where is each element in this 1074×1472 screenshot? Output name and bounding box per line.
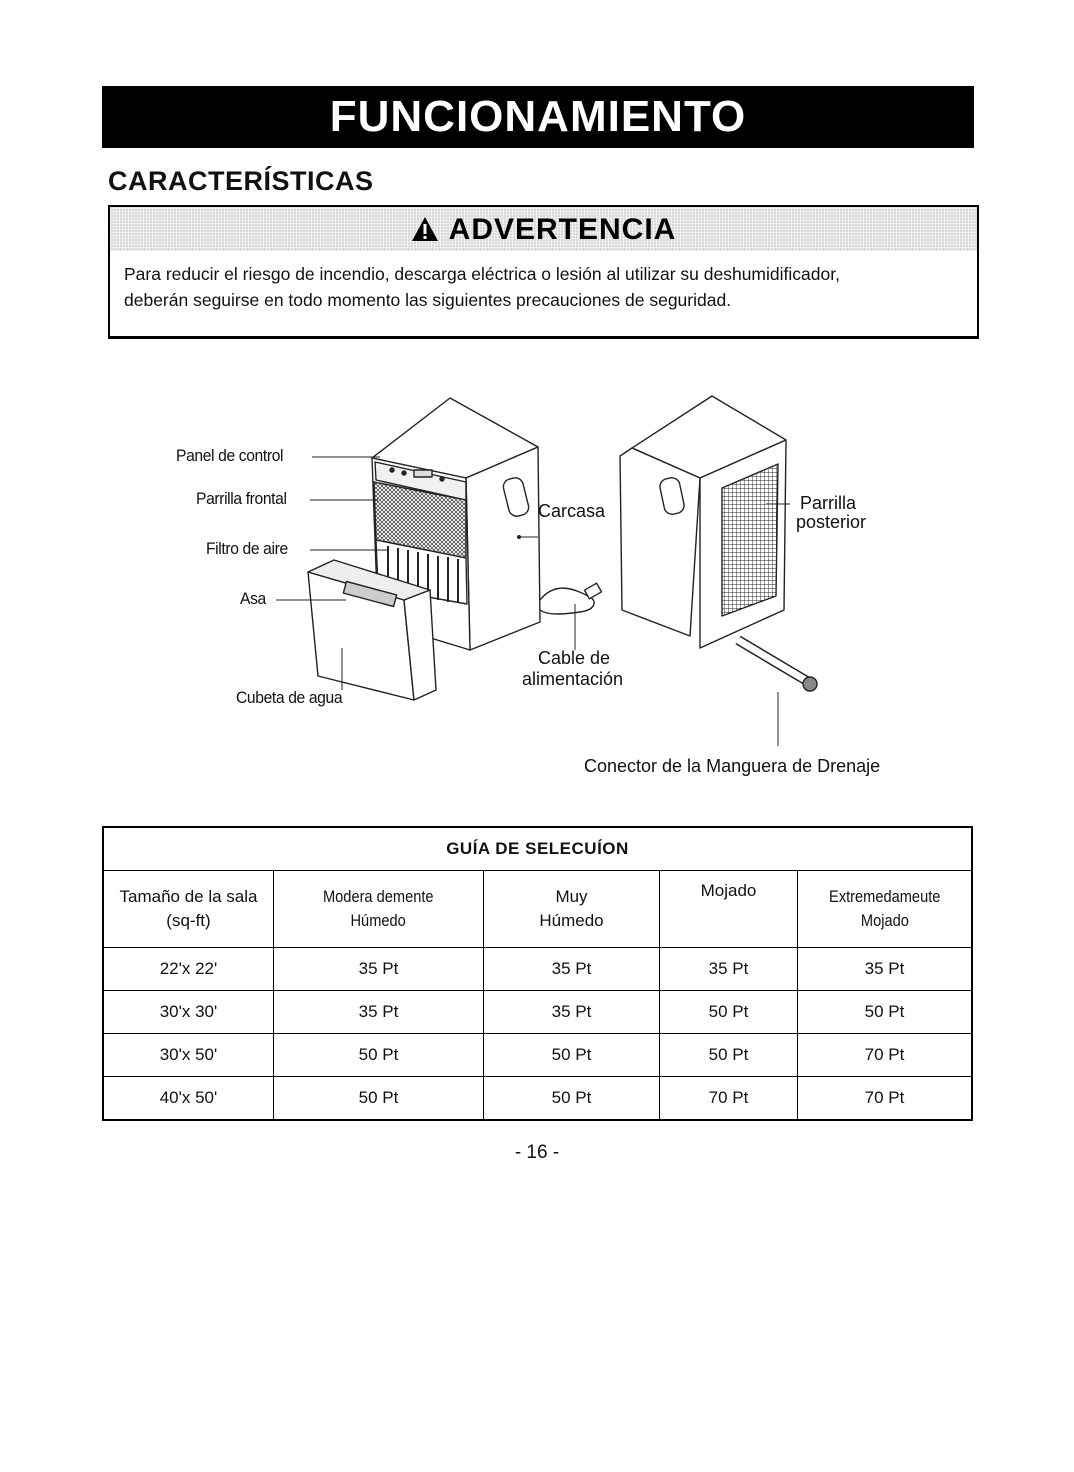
table-title: GUÍA DE SELECUÍON <box>103 827 972 871</box>
label-parrilla-frontal: Parrilla frontal <box>196 489 287 508</box>
header-line: (sq-ft) <box>166 911 211 930</box>
cell-value: 70 Pt <box>798 1034 973 1077</box>
header-room-size <box>103 871 274 948</box>
header-line: Extremedameute <box>828 887 941 906</box>
cell-value: 50 Pt <box>660 1034 798 1077</box>
header-line: Muy <box>555 887 588 906</box>
cell-value: 50 Pt <box>484 1077 660 1121</box>
selection-guide-table <box>102 826 973 1121</box>
label-parrilla-posterior-line1: Parrilla <box>800 493 857 513</box>
table-row <box>103 991 972 1034</box>
label-filtro-de-aire: Filtro de aire <box>206 539 288 558</box>
cell-value: 50 Pt <box>660 991 798 1034</box>
cell-room-size: 22'x 22' <box>103 948 274 991</box>
warning-text-line: deberán seguirse en todo momento las siguientes precauciones de seguridad. <box>124 290 732 310</box>
label-asa: Asa <box>240 589 266 608</box>
table-row <box>103 948 972 991</box>
cell-value: 35 Pt <box>484 991 660 1034</box>
cell-room-size: 30'x 50' <box>103 1034 274 1077</box>
cell-room-size: 40'x 50' <box>103 1077 274 1121</box>
warning-title: ADVERTENCIA <box>448 213 677 246</box>
warning-text-line: Para reducir el riesgo de incendio, descarga eléctrica o lesión al utilizar su deshumidificador, <box>124 264 840 284</box>
cell-value: 35 Pt <box>660 948 798 991</box>
header-line: Mojado <box>860 911 909 930</box>
cell-value: 50 Pt <box>484 1034 660 1077</box>
cell-room-size: 30'x 30' <box>103 991 274 1034</box>
header-very-humid <box>484 871 660 948</box>
cell-value: 50 Pt <box>274 1077 484 1121</box>
cell-value: 35 Pt <box>484 948 660 991</box>
header-line: Modera demente <box>323 887 434 906</box>
header-extremely-wet <box>798 871 973 948</box>
table-row <box>103 1077 972 1121</box>
header-line: Húmedo <box>539 911 604 930</box>
label-parrilla-posterior-line2: posterior <box>796 512 867 532</box>
page-banner: FUNCIONAMIENTO <box>102 86 974 148</box>
rear-unit <box>620 396 817 691</box>
label-cable-line1: Cable de <box>538 648 611 668</box>
cell-value: 35 Pt <box>798 948 973 991</box>
cell-value: 70 Pt <box>660 1077 798 1121</box>
label-panel-de-control: Panel de control <box>176 446 284 465</box>
header-line: Tamaño de la sala <box>119 887 258 906</box>
cell-value: 50 Pt <box>798 991 973 1034</box>
table-header-row <box>103 871 972 948</box>
cell-value: 70 Pt <box>798 1077 973 1121</box>
label-cubeta-de-agua: Cubeta de agua <box>236 688 343 707</box>
section-title: CARACTERÍSTICAS <box>108 166 374 196</box>
table-row <box>103 1034 972 1077</box>
cell-value: 50 Pt <box>274 1034 484 1077</box>
header-wet <box>660 871 798 948</box>
table-title-row <box>103 827 972 871</box>
label-cable-line2: alimentación <box>522 669 624 689</box>
header-line: Mojado <box>700 881 757 900</box>
label-carcasa: Carcasa <box>538 501 606 521</box>
cell-value: 35 Pt <box>274 948 484 991</box>
header-line: Húmedo <box>350 911 407 930</box>
figure-caption-drain-connector: Conector de la Manguera de Drenaje <box>584 756 881 776</box>
header-moderately-humid <box>274 871 484 948</box>
cell-value: 35 Pt <box>274 991 484 1034</box>
page-number: - 16 - <box>514 1142 560 1163</box>
